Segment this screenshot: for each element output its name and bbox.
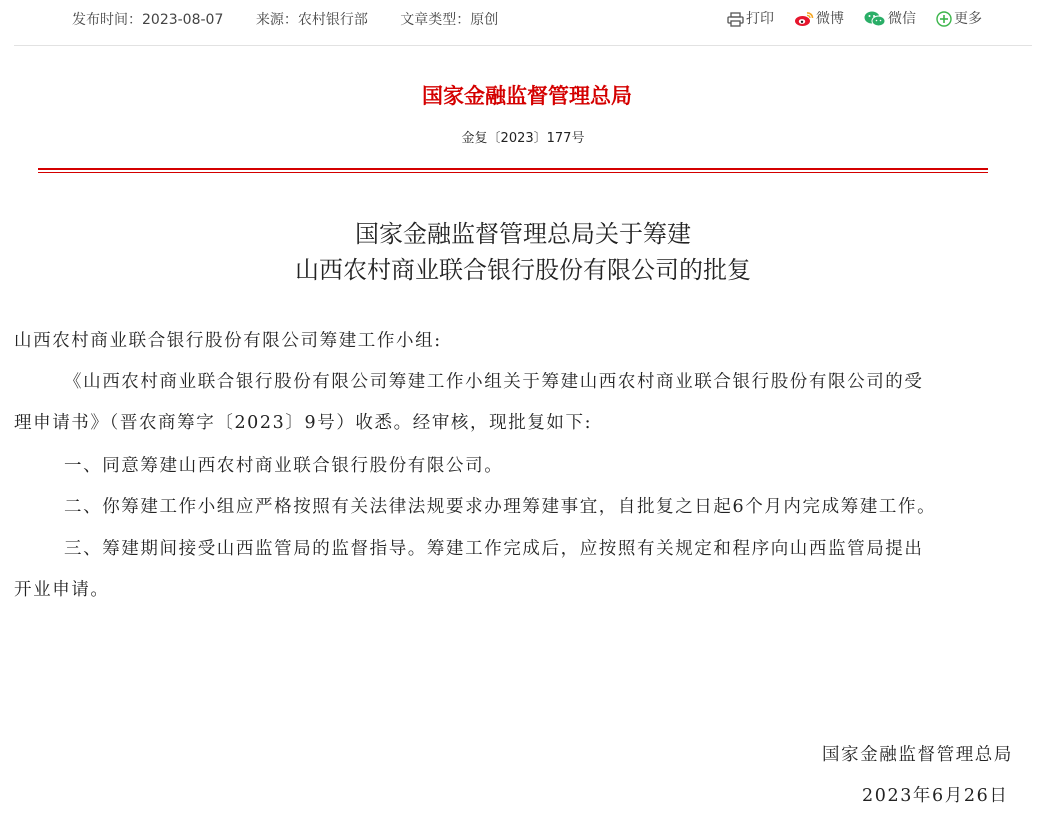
document-title-line-1: 国家金融监督管理总局关于筹建: [355, 220, 691, 248]
source: 来源：农村银行部: [255, 12, 368, 28]
salutation: 山西农村商业联合银行股份有限公司筹建工作小组:: [14, 331, 442, 351]
red-divider-thin: [38, 172, 988, 173]
issuing-authority: 国家金融监督管理总局: [422, 84, 632, 108]
share-toolbar: [727, 9, 982, 29]
weibo-label: 微博: [816, 11, 844, 27]
meta-info: [72, 10, 526, 30]
item-2: 二、你筹建工作小组应严格按照有关法律法规要求办理筹建事宜，自批复之日起6个月内完成筹建工作。: [64, 497, 937, 517]
item-1: 一、同意筹建山西农村商业联合银行股份有限公司。: [64, 456, 504, 476]
printer-icon: [727, 12, 744, 27]
paragraph-1-line-1: 《山西农村商业联合银行股份有限公司筹建工作小组关于筹建山西农村商业联合银行股份有限公司的受: [64, 372, 924, 392]
wechat-label: 微信: [888, 11, 916, 27]
signature-org: 国家金融监督管理总局: [822, 745, 1013, 765]
weibo-icon: [794, 11, 814, 27]
signature-date: 2023年6月26日: [862, 786, 1009, 806]
plus-circle-icon: [936, 11, 952, 27]
more-share-button[interactable]: [936, 9, 982, 29]
publish-time: 发布时间：2023-08-07: [72, 12, 224, 28]
paragraph-1-line-2: 理申请书》（晋农商筹字〔2023〕9号）收悉。经审核，现批复如下:: [14, 413, 593, 433]
item-3-line-2: 开业申请。: [14, 580, 110, 600]
article-meta-bar: [14, 0, 1032, 46]
item-3-line-1: 三、筹建期间接受山西监管局的监督指导。筹建工作完成后，应按照有关规定和程序向山西监管局提出: [64, 539, 924, 559]
document-number: 金复〔2023〕177号: [461, 131, 585, 146]
wechat-icon: [864, 11, 886, 27]
print-button[interactable]: [727, 9, 774, 29]
red-divider: [38, 168, 988, 170]
print-label: 打印: [746, 11, 774, 27]
wechat-share-button[interactable]: [864, 9, 916, 29]
weibo-share-button[interactable]: [794, 9, 844, 29]
document-title-line-2: 山西农村商业联合银行股份有限公司的批复: [295, 256, 751, 284]
article-type: 文章类型：原创: [400, 12, 499, 28]
more-label: 更多: [954, 11, 982, 27]
